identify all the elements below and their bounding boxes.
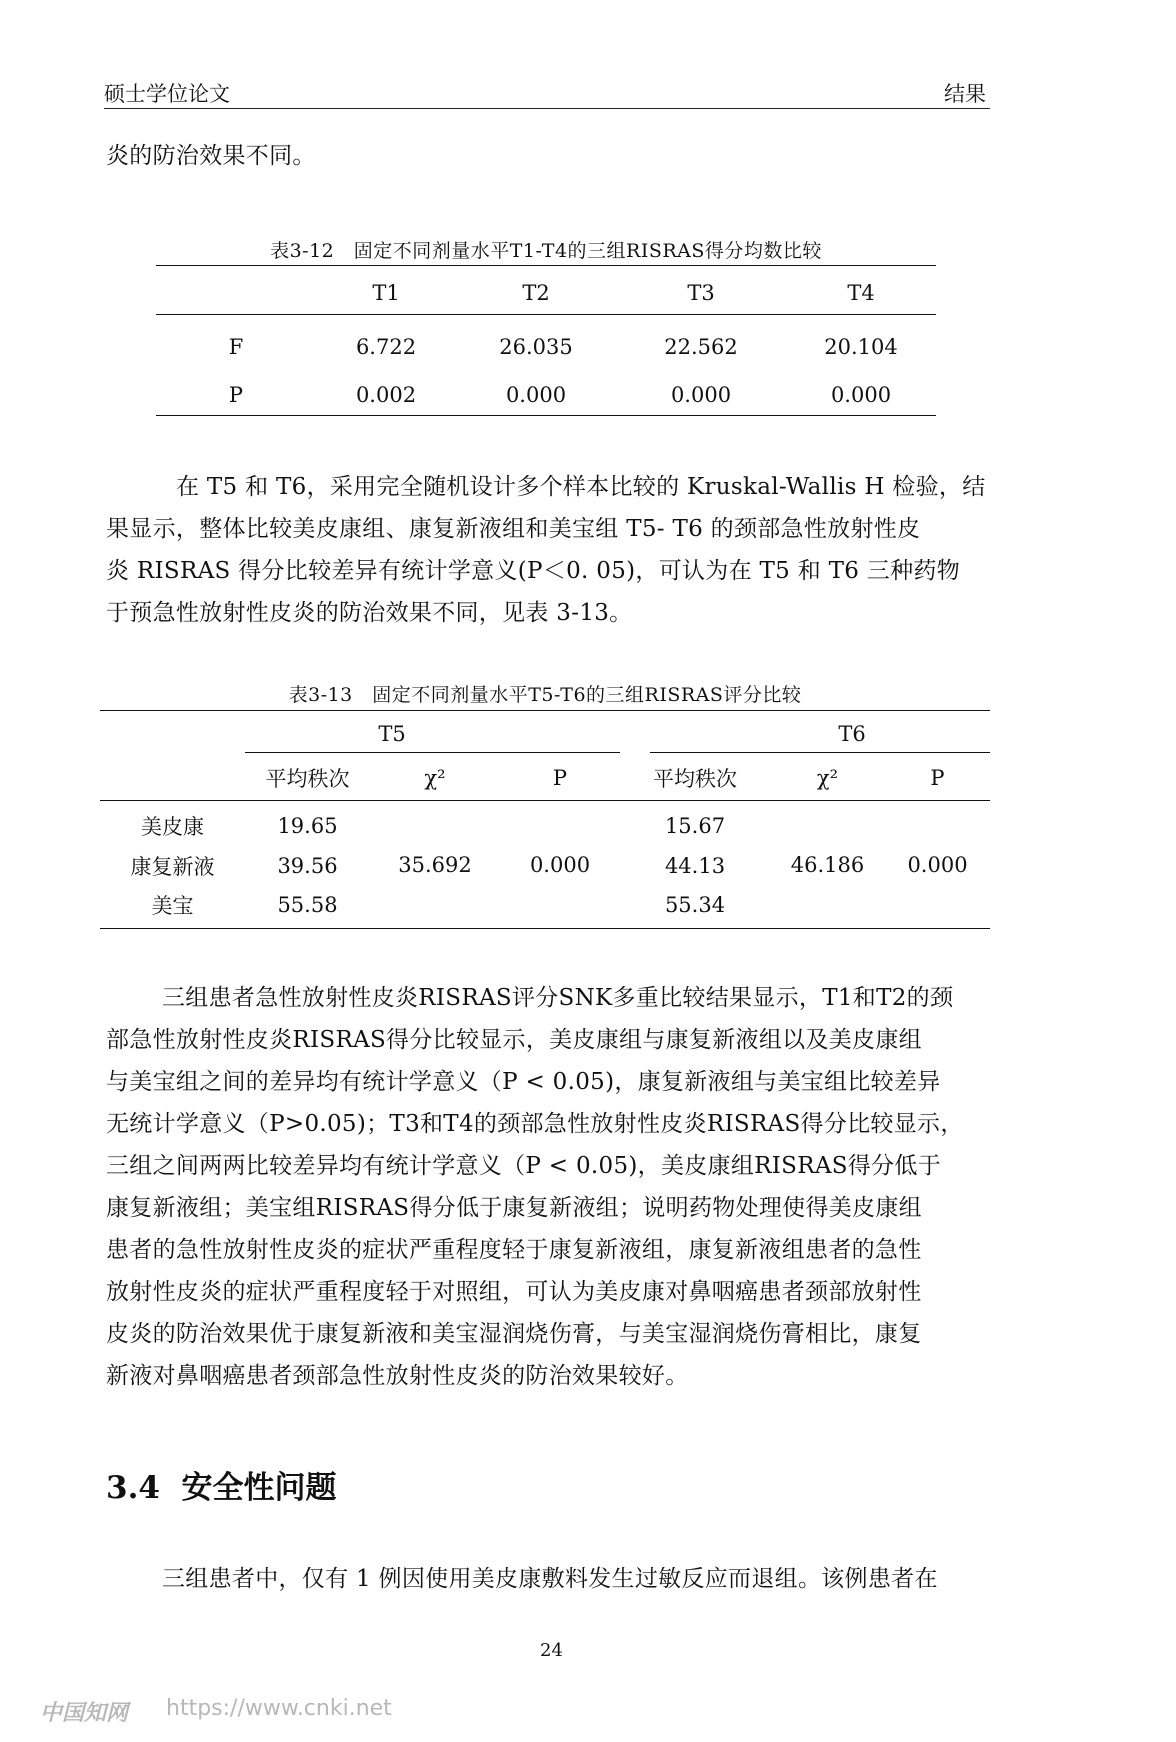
table-cell: 0.002 [355, 383, 417, 407]
table-12-top-rule [156, 265, 936, 266]
paragraph-line: 无统计学意义（P>0.05)；T3和T4的颈部急性放射性皮炎RISRAS得分比较显示， [106, 1111, 964, 1137]
table-13-caption: 表3-13 固定不同剂量水平T5-T6的三组RISRAS评分比较 [288, 684, 802, 706]
table-12 [156, 272, 936, 420]
paragraph-line: 部急性放射性皮炎RISRAS得分比较显示，美皮康组与康复新液组以及美皮康组 [106, 1027, 922, 1053]
table-cell: 0.000 [670, 383, 732, 407]
table-13-subheader: 平均秩次 [653, 766, 737, 791]
table-12-caption: 表3-12 固定不同剂量水平T1-T4的三组RISRAS得分均数比较 [270, 240, 822, 262]
paragraph-line: 于预急性放射性皮炎的防治效果不同，见表 3-13。 [106, 600, 633, 626]
table-13-row-label: 美皮康 [141, 814, 204, 839]
table-cell: 22.562 [664, 335, 738, 359]
table-cell: 0.000 [505, 383, 567, 407]
table-13-stub-header [100, 756, 245, 800]
section-heading [106, 1462, 337, 1507]
table-12-col-3: T3 [687, 280, 715, 305]
intro-line: 炎的防治效果不同。 [106, 143, 316, 169]
table-row [156, 370, 936, 420]
table-12-row-label: F [228, 335, 244, 359]
table-13-top-rule [100, 710, 990, 711]
paragraph-line: 与美宝组之间的差异均有统计学意义（P < 0.05)，康复新液组与美宝组比较差异 [106, 1069, 941, 1095]
table-12-bottom-rule [156, 415, 936, 416]
table-cell: 0.000 [830, 383, 892, 407]
table-cell: 20.104 [824, 335, 898, 359]
table-13-row-label: 美宝 [151, 894, 194, 918]
table-12-header-row [156, 272, 936, 314]
running-header-left: 硕士学位论文 [104, 82, 230, 106]
table-13-bottom-rule [100, 928, 990, 929]
table-cell: 26.035 [499, 335, 573, 359]
table-13-subheader: χ² [816, 765, 839, 790]
table-13-group-t5: T5 [378, 722, 406, 746]
table-row [100, 804, 990, 847]
table-cell: 15.67 [664, 813, 726, 838]
table-13-group-t6: T6 [838, 722, 866, 746]
paragraph-3: 三组患者中，仅有 1 例因使用美皮康敷料发生过敏反应而退组。该例患者在 [162, 1566, 938, 1592]
header-rule [104, 108, 990, 109]
table-13-subheader: P [930, 765, 945, 790]
table-13-subheader: P [552, 765, 568, 790]
table-13-chi-t6: 46.186 [790, 852, 865, 877]
table-cell: 55.58 [277, 893, 338, 917]
table-13-p-t6: 0.000 [907, 852, 968, 877]
table-13-t5-spanner-rule [245, 752, 620, 753]
cnki-logo: 中国知网 [40, 1701, 129, 1726]
table-13-subheader: 平均秩次 [265, 766, 350, 791]
paragraph-1 [106, 466, 988, 634]
paragraph-line: 果显示，整体比较美皮康组、康复新液组和美宝组 T5- T6 的颈部急性放射性皮 [106, 516, 921, 542]
table-13-subheader-row [100, 756, 990, 800]
paragraph-line: 炎 RISRAS 得分比较差异有统计学意义(P＜0. 05)，可认为在 T5 和 T6 三种药物 [106, 558, 961, 584]
page-number: 24 [540, 1640, 563, 1661]
paragraph-line: 放射性皮炎的症状严重程度轻于对照组，可认为美皮康对鼻咽癌患者颈部放射性 [106, 1279, 922, 1305]
table-12-col-2: T2 [522, 280, 550, 305]
table-row [156, 324, 936, 370]
table-12-col-1: T1 [372, 280, 400, 305]
table-cell: 44.13 [664, 854, 726, 878]
table-12-row-label: P [228, 383, 244, 407]
table-12-col-0 [156, 272, 316, 314]
table-12-col-4: T4 [847, 280, 875, 305]
paragraph-line: 康复新液组；美宝组RISRAS得分低于康复新液组；说明药物处理使得美皮康组 [106, 1195, 922, 1221]
table-13 [100, 756, 990, 925]
table-13-chi-t5: 35.692 [398, 852, 472, 877]
paragraph-line: 患者的急性放射性皮炎的症状严重程度轻于康复新液组，康复新液组患者的急性 [106, 1237, 922, 1263]
table-13-subheader: χ² [424, 765, 446, 790]
paragraph-line: 三组之间两两比较差异均有统计学意义（P < 0.05)，美皮康组RISRAS得分低于 [106, 1153, 941, 1179]
table-13-row-label: 康复新液 [130, 855, 215, 879]
paragraph-line: 在 T5 和 T6，采用完全随机设计多个样本比较的 Kruskal-Wallis H 检验，结 [176, 474, 986, 500]
paragraph-line: 皮炎的防治效果优于康复新液和美宝湿润烧伤膏，与美宝湿润烧伤膏相比，康复 [106, 1321, 922, 1347]
section-title: 安全性问题 [181, 1470, 337, 1506]
table-cell: 6.722 [355, 335, 417, 359]
paragraph-line: 新液对鼻咽癌患者颈部急性放射性皮炎的防治效果较好。 [106, 1363, 689, 1389]
paragraph-line: 三组患者急性放射性皮炎RISRAS评分SNK多重比较结果显示，T1和T2的颈 [162, 985, 954, 1011]
table-cell: 55.34 [664, 893, 726, 917]
table-12-header-rule [156, 314, 936, 324]
paragraph-2 [106, 977, 988, 1397]
section-number: 3.4 [106, 1470, 160, 1506]
table-13-t6-spanner-rule [650, 752, 990, 753]
cnki-url: https://www.cnki.net [166, 1696, 392, 1721]
running-header-right: 结果 [944, 82, 986, 106]
table-cell: 19.65 [277, 813, 338, 838]
table-cell: 39.56 [277, 854, 338, 878]
table-13-p-t5: 0.000 [529, 852, 591, 877]
